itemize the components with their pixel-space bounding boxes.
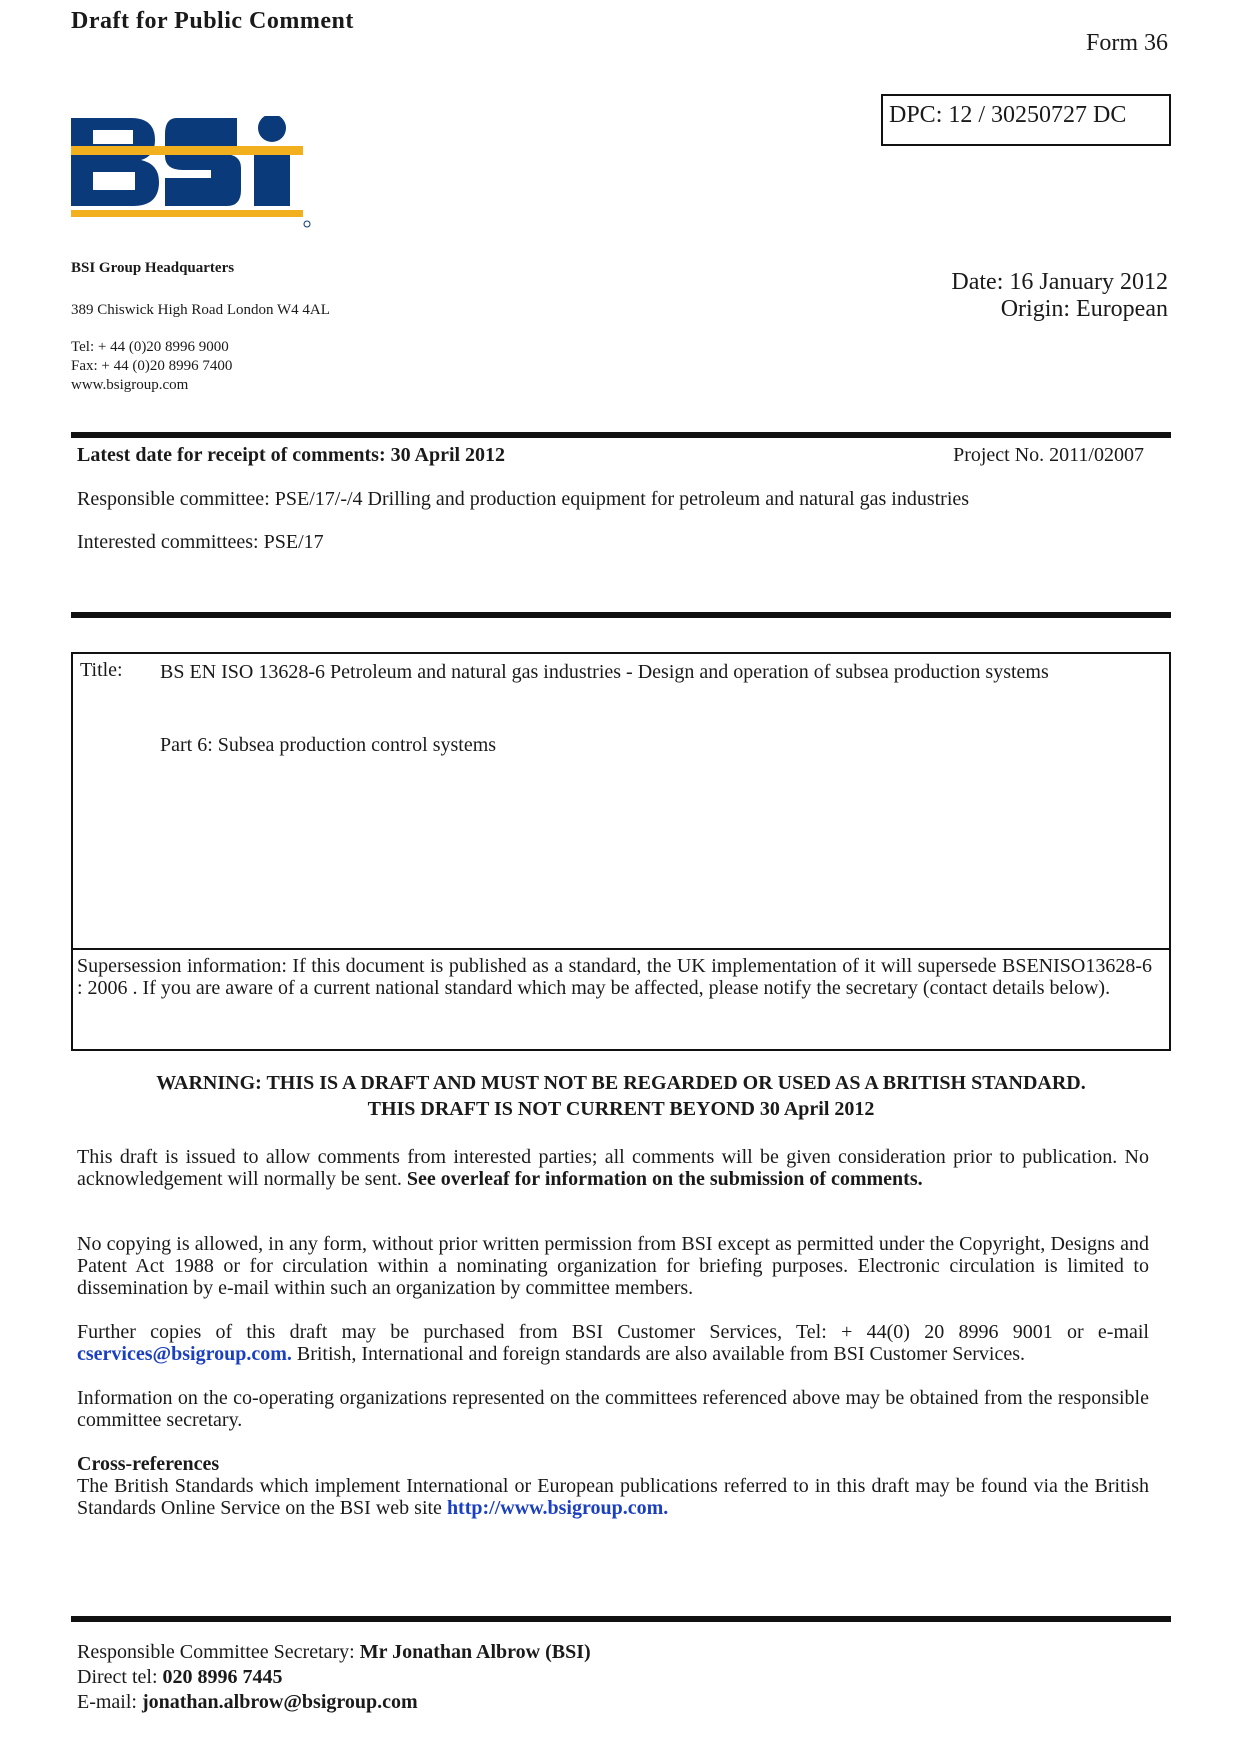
copies-tail: British, International and foreign standards are also available from BSI Customer Services. [291,1343,1026,1365]
supersession-divider [71,948,1171,950]
date-origin [951,269,1168,323]
cross-references-heading: Cross-references [77,1453,220,1475]
committee-secretary [77,1640,591,1715]
supersession-info: Supersession information: If this document is published as a standard, the UK implementation of it will supersede BSENISO13628-6 : 2006 . If you are aware of a current national standard which may be affected, please notify the secretary (contact details below). [77,955,1152,999]
cooperating-orgs-paragraph: Information on the co-operating organizations represented on the committees referenced above may be obtained from the responsible committee secretary. [77,1387,1149,1431]
hq-contact [71,338,232,395]
comments-overleaf-note: See overleaf for information on the submission of comments. [406,1168,923,1190]
bsi-website-link[interactable]: http://www.bsigroup.com. [446,1497,669,1519]
form-number: Form 36 [1085,30,1168,56]
hq-name: BSI Group Headquarters [71,260,235,276]
divider [71,432,1171,438]
hq-fax: Fax: + 44 (0)20 8996 7400 [71,358,233,374]
draft-label: Draft for Public Comment [71,8,354,34]
cservices-email-link[interactable]: cservices@bsigroup.com. [77,1343,292,1365]
dpc-reference: DPC: 12 / 30250727 DC [881,94,1171,146]
hq-tel: Tel: + 44 (0)20 8996 9000 [71,339,229,355]
date: Date: 16 January 2012 [951,269,1168,295]
secretary-email[interactable]: jonathan.albrow@bsigroup.com [141,1691,418,1713]
copies-text: Further copies of this draft may be purchased from BSI Customer Services, Tel: + 44(0) 20 8996 9001 or e-mail [77,1321,1149,1343]
secretary-email-label: E-mail: [77,1691,142,1713]
copying-paragraph: No copying is allowed, in any form, without prior written permission from BSI except as permitted under the Copyright, Designs and Patent Act 1988 or for circulation within a nominating organization for briefing purposes. Electronic circulation is limited to dissemination by e-mail within such an organization by committee members. [77,1233,1149,1299]
warning-line-2: THIS DRAFT IS NOT CURRENT BEYOND 30 April 2012 [367,1098,875,1120]
latest-comment-date: Latest date for receipt of comments: 30 April 2012 [77,444,506,466]
secretary-tel-label: Direct tel: [77,1666,163,1688]
secretary-name: Mr Jonathan Albrow (BSI) [359,1641,591,1663]
divider [71,1616,1171,1622]
secretary-label: Responsible Committee Secretary: [77,1641,360,1663]
title-label: Title: [80,659,123,681]
comments-text: This draft is issued to allow comments from interested parties; all comments will be given consideration prior to publication. No acknowledgement will normally be sent. [77,1146,1149,1190]
divider [71,612,1171,618]
bsi-logo-graphic [71,116,311,228]
hq-web: www.bsigroup.com [71,377,189,393]
cross-references [77,1453,1149,1519]
document-title: BS EN ISO 13628-6 Petroleum and natural gas industries - Design and operation of subsea production systems [160,661,1049,683]
cross-references-text: The British Standards which implement International or European publications referred to in this draft may be found via the British Standards Online Service on the BSI web site [77,1475,1149,1519]
responsible-committee: Responsible committee: PSE/17/-/4 Drilling and production equipment for petroleum and natural gas industries [77,488,970,510]
document-part: Part 6: Subsea production control systems [160,734,497,756]
warning-line-1: WARNING: THIS IS A DRAFT AND MUST NOT BE REGARDED OR USED AS A BRITISH STANDARD. [156,1072,1086,1094]
draft-warning [71,1070,1171,1122]
origin: Origin: European [1000,296,1168,322]
hq-address: 389 Chiswick High Road London W4 4AL [71,302,330,318]
comments-paragraph [77,1146,1149,1190]
secretary-tel: 020 8996 7445 [162,1666,283,1688]
interested-committees: Interested committees: PSE/17 [77,531,324,553]
project-number: Project No. 2011/02007 [953,444,1144,466]
copies-paragraph [77,1321,1149,1365]
bsi-logo [71,116,311,233]
